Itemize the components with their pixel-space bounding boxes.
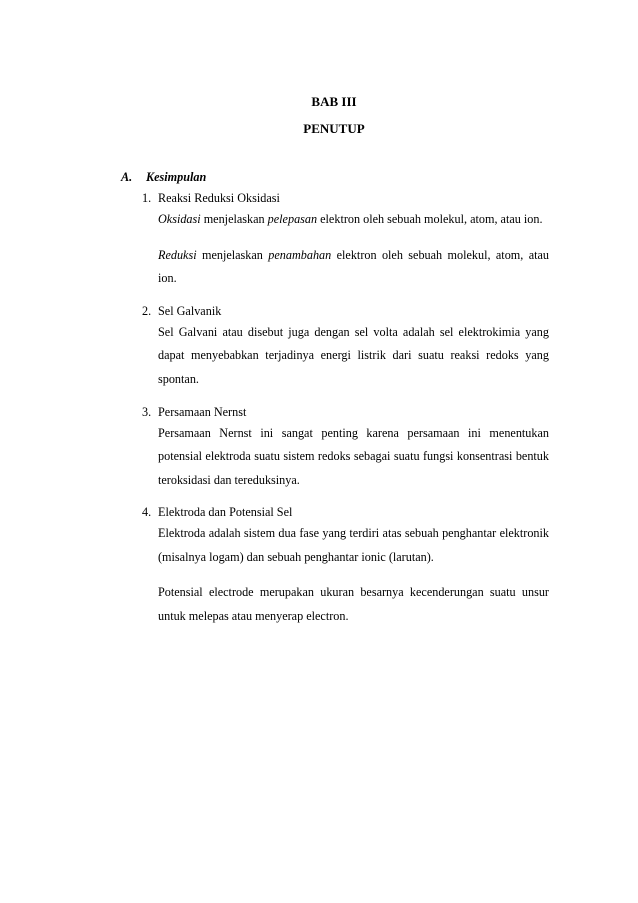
list-item — [121, 303, 549, 392]
item-title: Sel Galvanik — [158, 303, 222, 318]
paragraph-text: menjelaskan — [196, 247, 269, 262]
paragraph — [121, 244, 549, 291]
paragraph-text: menjelaskan — [200, 212, 268, 226]
item-heading — [121, 504, 549, 520]
paragraph-text: elektron oleh sebuah molekul, atom, atau ion. — [158, 247, 549, 286]
term-italic: Oksidasi — [158, 212, 201, 226]
item-title: Reaksi Reduksi Oksidasi — [158, 191, 280, 205]
term-italic: pelepasan — [267, 212, 318, 226]
section-title: Kesimpulan — [146, 170, 207, 184]
chapter-title: PENUTUP — [303, 121, 365, 136]
section-heading — [121, 169, 549, 185]
paragraph — [121, 208, 549, 232]
item-heading — [121, 303, 549, 319]
item-number: 3. — [142, 404, 152, 419]
list-item — [121, 404, 549, 493]
item-number: 4. — [142, 505, 152, 520]
list-item — [121, 504, 549, 628]
chapter-heading: BAB III — [311, 94, 357, 109]
term-italic: penambahan — [268, 247, 332, 262]
item-number: 2. — [142, 303, 152, 318]
document-body — [121, 169, 549, 641]
term-italic: Reduksi — [158, 247, 197, 262]
list-item — [121, 190, 549, 291]
item-heading — [121, 190, 549, 206]
item-title: Persamaan Nernst — [158, 404, 247, 419]
item-title: Elektroda dan Potensial Sel — [158, 505, 293, 520]
paragraph: Persamaan Nernst ini sangat penting karena persamaan ini menentukan potensial elektroda suatu sistem redoks sebagai suatu fungsi konsentrasi bentuk teroksidasi dan tereduksinya. — [158, 425, 549, 487]
paragraph: Sel Galvani atau disebut juga dengan sel volta adalah sel elektrokimia yang dapat menyebabkan terjadinya energi listrik dari suatu reaksi redoks yang spontan. — [158, 324, 549, 386]
conclusion-list — [121, 190, 549, 628]
item-number: 1. — [142, 191, 152, 205]
item-heading — [121, 404, 549, 420]
paragraph: Elektroda adalah sistem dua fase yang terdiri atas sebuah penghantar elektronik (misalnya logam) dan sebuah penghantar ionic (larutan). — [158, 526, 549, 564]
paragraph-text: elektron oleh sebuah molekul, atom, atau ion. — [317, 212, 543, 226]
section-letter: A. — [121, 170, 133, 184]
paragraph: Potensial electrode merupakan ukuran besarnya kecenderungan suatu unsur untuk melepas atau menyerap electron. — [158, 585, 549, 623]
